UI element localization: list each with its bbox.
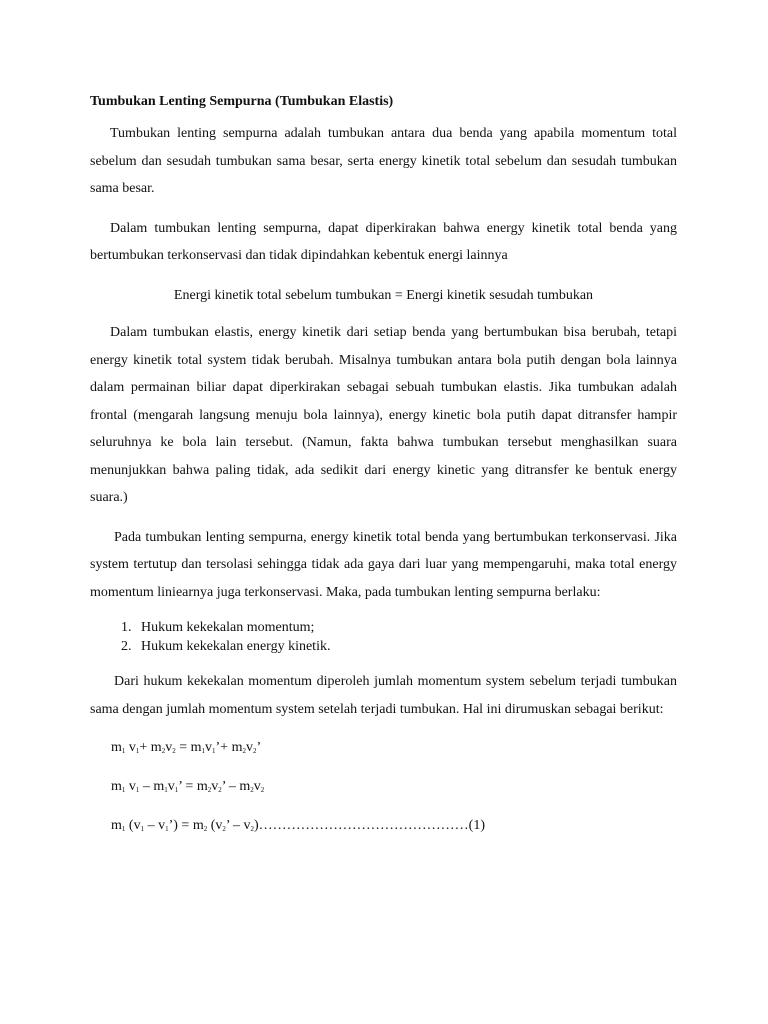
list-item: 1. Hukum kekekalan momentum; [135,618,677,637]
energy-statement: Energi kinetik total sebelum tumbukan = Energi kinetik sesudah tumbukan [173,287,594,303]
equation-1: $m_1$ $v_1+ m_2v_2$ = $m_1v_1’+ m_2v_2$’ [111,740,262,755]
conservation-laws-list [90,618,677,656]
paragraph-definition: Tumbukan lenting sempurna adalah tumbukan antara dua benda yang apabila momentum total sebelum dan sesudah tumbukan sama besar, serta energy kinetik total sebelum dan sesudah tumbukan sama besar. [90,126,677,196]
equation-2: $m_1$ $v_1 - m_1v_1$’ = $m_2v_2$’ – $m_2v_2$ [111,779,265,794]
equation-number: (1) [468,818,485,833]
document-body [90,90,677,840]
paragraph-closed-system: Pada tumbukan lenting sempurna, energy kinetik total benda yang bertumbukan terkonservasi. Jika system tertutup dan tersolasi sehingga tidak ada gaya dari luar yang mempengaruhi, maka total energy momentum liniearnya juga terkonservasi. Maka, pada tumbukan lenting sempurna berlaku: [90,529,677,600]
document-title: Tumbukan Lenting Sempurna (Tumbukan Elastis) [90,94,394,109]
paragraph-conservation: Dalam tumbukan lenting sempurna, dapat diperkirakan bahwa energy kinetik total benda yang bertumbukan terkonservasi dan tidak dipindahkan kebentuk energi lainnya [90,220,677,263]
list-item: 2. Hukum kekekalan energy kinetik. [135,637,677,656]
paragraph-elastic-example: Dalam tumbukan elastis, energy kinetik dari setiap benda yang bertumbukan bisa berubah, tetapi energy kinetik total system tidak berubah. Misalnya tumbukan antara bola putih dengan bola lainnya dalam permainan biliar dapat diperkirakan sebagai sebuah tumbukan elastis. Jika tumbukan adalah frontal (mengarah langsung menuju bola lainnya), energy kinetic bola putih dapat ditransfer hampir seluruhnya ke bola lain tersebut. (Namun, fakta bahwa tumbukan tersebut menghasilkan suara menunjukkan bahwa paling tidak, ada sedikit dari energy kinetic yang ditransfer ke bentuk energy suara.) [90,325,677,505]
equation-leader-dots: ……………………………………… [258,818,469,833]
equation-3: $m_1$ ($v_1$ – $v_1’) = m_2$ ($v_2$’ – $v_2)\dots\dots\dots\dots\dots\dots\dots\dots\dots\dots\dots\dots\dots\dots\dots(1)$ [111,818,485,833]
paragraph-momentum: Dari hukum kekekalan momentum diperoleh jumlah momentum system sebelum terjadi tumbukan sama dengan jumlah momentum system setelah terjadi tumbukan. Hal ini dirumuskan sebagai berikut: [90,674,677,717]
